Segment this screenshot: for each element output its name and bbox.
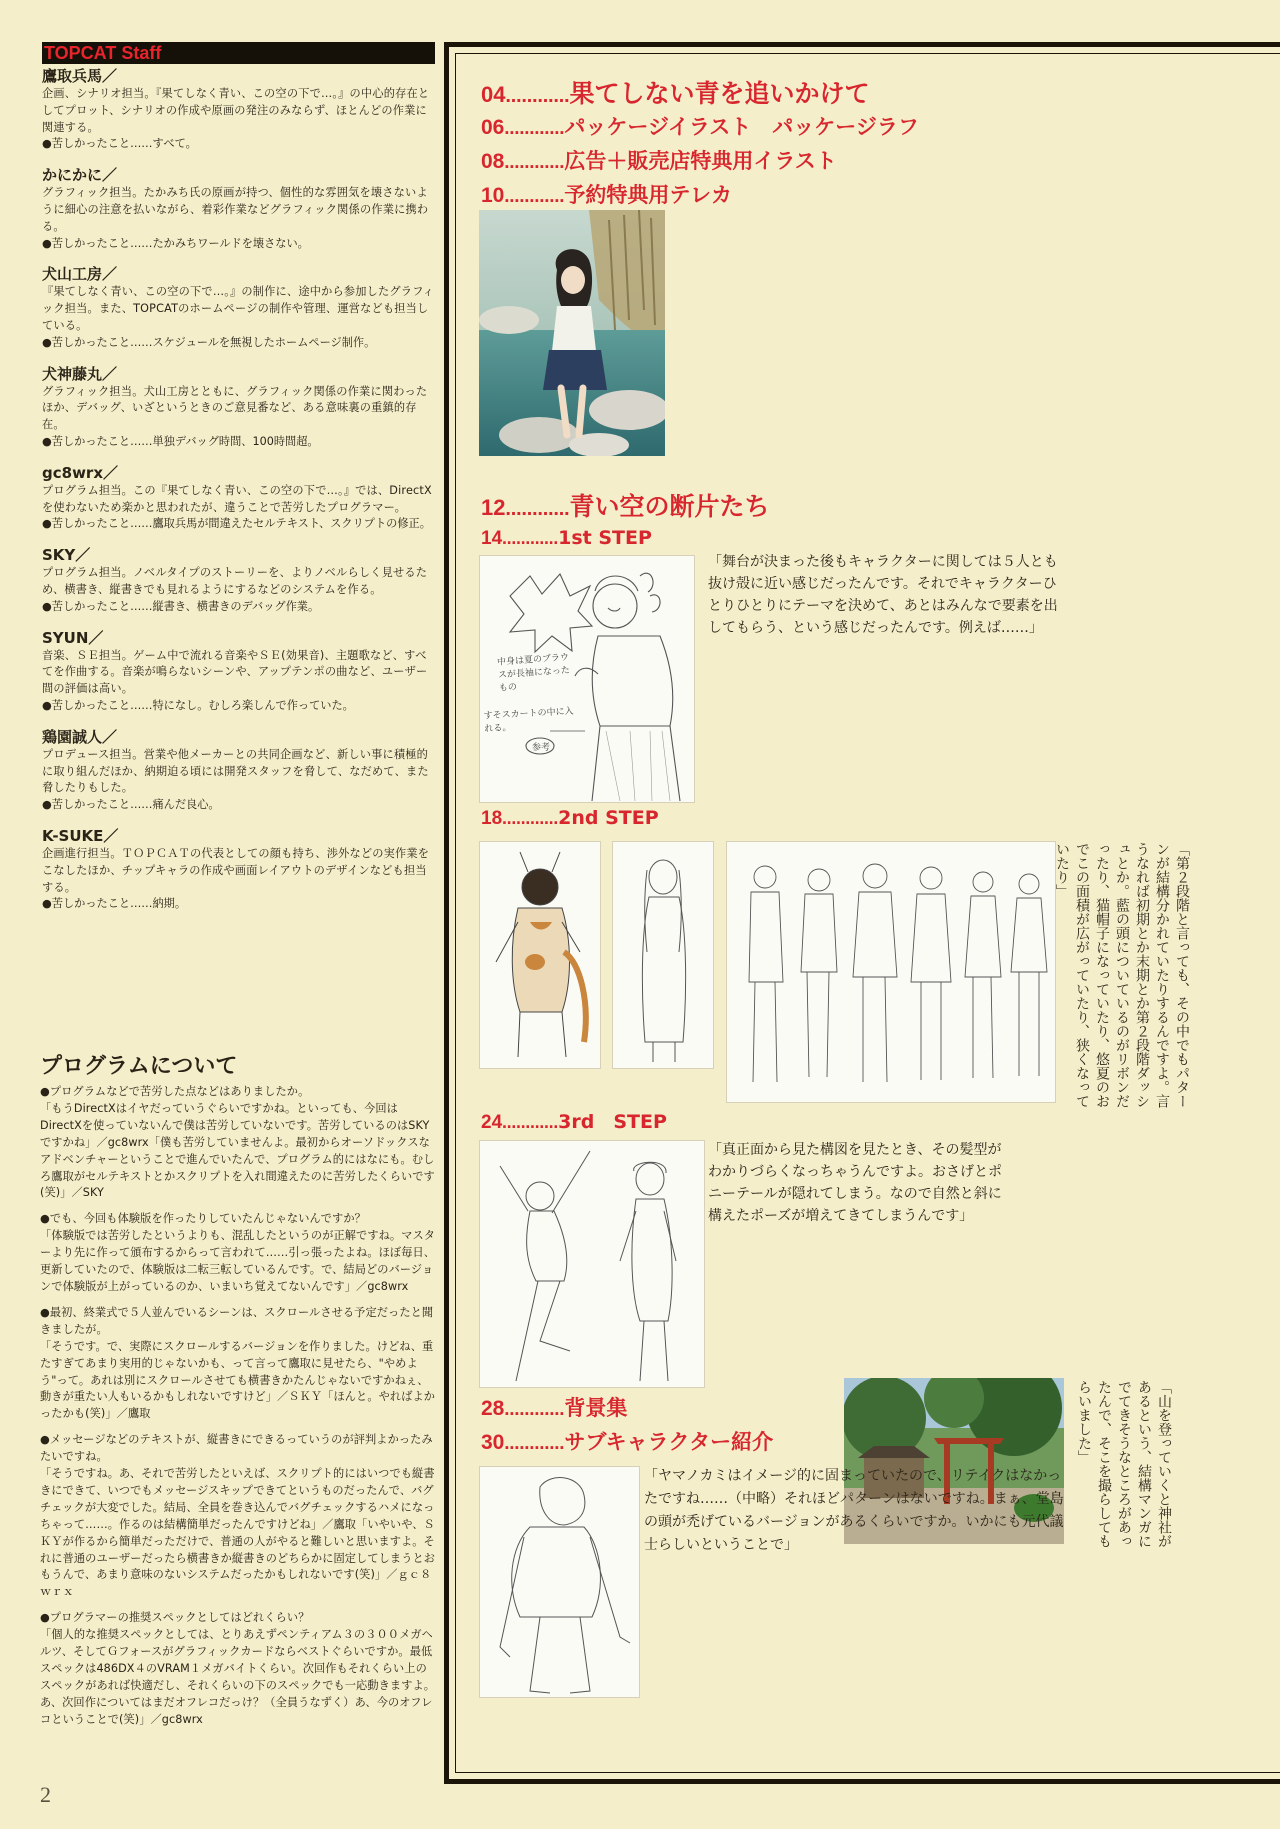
staff-name: SKY／ — [42, 546, 91, 565]
toc-dots: ………… — [505, 87, 570, 106]
staff-name: K-SUKE／ — [42, 826, 119, 845]
qa-answer: 「もうDirectXはイヤだっていうぐらいですかね。といっても、今回はDirectXを使っていないんで僕は苦労していないです。苦労しているのはSKYですかね」／gc8wrx「僕も苦労していませんよ。最初からオーソドックスなアドベンチャーということで進んでいたんで、プログラム的にはなにも。むしろ鷹取がセルテキストとかスクリプトを入れ間違えたのに苦労したくらいです(笑)」／SKY — [40, 1101, 435, 1200]
step1-quote: 「舞台が決まった後もキャラクターに関しては５人とも抜け殻に近い感じだったんです。それでキャラクターひとりひとりにテーマを決めて、あとはみんなで要素を出してもらう、という感じだったんです。例えば……」 — [708, 554, 1058, 636]
qa-block — [40, 1432, 436, 1601]
staff-name: 犬神藤丸／ — [42, 364, 118, 383]
staff-entry — [42, 727, 435, 814]
toc-dots: ………… — [504, 188, 565, 206]
qa-answer: 「体験版では苦労したというよりも、混乱したというのが正解ですね。マスターより先に作って頒布するからって言われて……引っ張ったよね。ほぼ毎日、更新していたので、体験版は二転三転しているんです。で、結局どのバージョンで体験版が上がっているのか、いまいち覚えてないんです」／gc8wrx — [40, 1229, 436, 1293]
staff-hardship: ●苦しかったこと……痛んだ良心。 — [42, 798, 220, 812]
toc-entry[interactable] — [481, 807, 659, 830]
staff-name: SYUN／ — [42, 628, 104, 647]
toc-page-number: 24 — [481, 1112, 503, 1133]
telecard-illustration — [479, 210, 665, 456]
toc-page-number: 18 — [481, 808, 503, 829]
toc-title: 広告＋販売店特典用イラスト — [564, 149, 837, 173]
toc-dots: ………… — [502, 812, 559, 828]
program-interview — [40, 1052, 436, 1738]
qa-block — [40, 1211, 436, 1296]
staff-name: かにかに／ — [42, 166, 118, 185]
toc-entry[interactable] — [481, 111, 919, 141]
toc-dots: ………… — [504, 1401, 565, 1419]
sketch-note: すそスカートの中に入れる。 — [483, 706, 574, 735]
toc-title: 予約特典用テレカ — [564, 183, 732, 207]
staff-list — [42, 66, 435, 922]
toc-entry[interactable] — [481, 179, 732, 209]
toc-dots: ………… — [504, 1435, 565, 1453]
qa-block — [40, 1084, 436, 1202]
toc-page-number: 04 — [481, 82, 506, 107]
step2-girl-sketch — [612, 841, 714, 1069]
qa-question: ●でも、今回も体験版を作ったりしていたんじゃないんですか？ — [40, 1212, 366, 1226]
step1-character-sketch — [479, 555, 695, 803]
staff-entry — [42, 364, 435, 451]
staff-hardship: ●苦しかったこと……特になし。むしろ楽しんで作っていた。 — [42, 698, 354, 712]
staff-hardship: ●苦しかったこと……納期。 — [42, 897, 187, 911]
staff-hardship: ●苦しかったこと……スケジュールを無視したホームページ制作。 — [42, 335, 376, 349]
background-quote: 「山を登っていくと神社があるという、結構マンガにでてきそうなところがあったんで、そこを撮らしてもらいました」 — [1076, 1380, 1172, 1548]
qa-question: ●プログラマーの推奨スペックとしてはどれくらい？ — [40, 1611, 310, 1625]
staff-entry — [42, 826, 435, 913]
staff-description: グラフィック担当。犬山工房とともに、グラフィック関係の作業に関わったほか、デバッグ、いざというときのご意見番など、ある意味裏の重鎮的存在。 — [42, 384, 428, 432]
staff-description: プログラム担当。ノベルタイプのストーリーを、よりノベルらしく見せるため、横書き、縦書きでも見れるようにするなどのシステムを作る。 — [42, 566, 428, 596]
staff-name: gc8wrx／ — [42, 463, 118, 482]
toc-title: サブキャラクター紹介 — [564, 1430, 774, 1454]
staff-name: 鷹取兵馬／ — [42, 67, 118, 85]
staff-entry — [42, 545, 435, 615]
toc-entry[interactable] — [481, 1107, 667, 1134]
staff-name: 鶏園誠人／ — [42, 727, 118, 746]
staff-entry — [42, 165, 435, 252]
staff-hardship: ●苦しかったこと……単独デバッグ時間、100時間超。 — [42, 434, 319, 448]
staff-hardship: ●苦しかったこと……たかみちワールドを壊さない。 — [42, 236, 309, 250]
qa-block — [40, 1610, 436, 1728]
step3-pose-sketch — [479, 1140, 705, 1388]
step2-cat-costume-sketch — [479, 841, 601, 1069]
toc-title: 青い空の断片たち — [569, 492, 770, 521]
toc-entry[interactable] — [481, 1392, 627, 1422]
toc-dots: ………… — [504, 120, 565, 138]
toc-entry[interactable] — [481, 527, 652, 550]
staff-description: 音楽、ＳＥ担当。ゲーム中で流れる音楽やＳＥ(効果音)、主題歌など、すべてを作曲する。音楽が鳴らないシーンや、アップテンポの曲など、ユーザー間の評価は高い。 — [42, 648, 428, 696]
toc-entry[interactable] — [481, 1426, 773, 1456]
staff-header: TOPCAT Staff — [42, 42, 435, 64]
staff-description: プログラム担当。この『果てしなく青い、この空の下で…。』では、DirectXを使わないため楽かと思われたが、違うことで苦労したプログラマー。 — [42, 483, 432, 514]
qa-question: ●メッセージなどのテキストが、縦書きにできるっていうのが評判よかったみたいですね。 — [40, 1433, 433, 1464]
toc-page-number: 30 — [481, 1431, 505, 1454]
toc-page-number: 12 — [481, 495, 506, 520]
subcharacter-sketch — [479, 1466, 640, 1698]
staff-entry — [42, 463, 435, 533]
step2-lineup-sketch — [726, 841, 1056, 1103]
staff-entry — [42, 66, 435, 153]
sketch-note: 中身は夏のブラウスが長袖になったもの — [496, 652, 571, 694]
step2-quote: 「第２段階と言っても、その中でもパターンが結構分かれていたりするんですよ。言うなれば初期とか末期とか第２段階ダッシュとか。藍の頭についているのがリボンだったり、猫帽子になっていたり、悠夏のおでこの面積が広がっていたり、狭くなっていたり」 — [1054, 842, 1190, 1108]
qa-question: ●最初、終業式で５人並んでいるシーンは、スクロールさせる予定だったと聞きましたが。 — [40, 1305, 434, 1336]
staff-hardship: ●苦しかったこと……縦書き、横書きのデバッグ作業。 — [42, 599, 320, 613]
qa-answer: 「そうですね。あ、それで苦労したといえば、スクリプト的にはいつでも縦書きにできて、いつでもメッセージスキップできてというものだったんで、バグチェックが大変でした。結局、全員を巻き込んでバグチェックするハメになっちゃって……。作るのは結構簡単だったんですけどね」／鷹取「いやいや、ＳＫＹが作るから簡単だっただけで、普通の人がやると難しいと思いますよ。それに普通のユーザーだったら横書きか縦書きのどちらかに固定してしまうとおもうんで、あまり意味のないシステムだったかもしれないです(笑)」／ｇｃ８ｗｒｘ — [40, 1467, 436, 1599]
staff-description: 企画、シナリオ担当。『果てしなく青い、この空の下で…。』の中心的存在としてプロット、シナリオの作成や原画の発注のみならず、ほとんどの作業に関連する。 — [42, 87, 430, 134]
toc-entry[interactable] — [481, 487, 770, 523]
qa-answer: 「そうです。で、実際にスクロールするバージョンを作りました。けどね、重たすぎてあまり実用的じゃないかも、って言って鷹取に見せたら、"やめよう"って。あれは別にスクロールさせても横書きかたんじゃないですかねぇ、動きが重たい人もいるかもしれないですけど」／ＳＫＹ「ほんと。やればよかったかも(笑)」／鷹取 — [40, 1339, 436, 1421]
toc-page-number: 14 — [481, 528, 503, 549]
toc-entry[interactable] — [481, 74, 870, 110]
toc-dots: ………… — [502, 532, 559, 548]
staff-entry — [42, 628, 435, 715]
toc-entry[interactable] — [481, 145, 837, 175]
toc-dots: ………… — [504, 154, 565, 172]
toc-title: パッケージイラスト パッケージラフ — [564, 115, 919, 139]
staff-description: 『果てしなく青い、この空の下で…。』の制作に、途中から参加したグラフィック担当。また、TOPCATのホームページの制作や管理、運営なども担当している。 — [42, 285, 435, 332]
toc-page-number: 06 — [481, 116, 505, 139]
program-section-title: プログラムについて — [40, 1054, 238, 1079]
staff-hardship: ●苦しかったこと……すべて。 — [42, 137, 197, 151]
toc-page-number: 10 — [481, 184, 505, 207]
staff-description: グラフィック担当。たかみち氏の原画が持つ、個性的な雰囲気を壊さないように細心の注意を払いながら、着彩作業などグラフィック関係の作業に携わる。 — [42, 186, 429, 233]
toc-title: 背景集 — [564, 1396, 628, 1420]
qa-answer: 「個人的な推奨スペックとしては、とりあえずペンティアム３の３００メガヘルツ、そしてＧフォースがグラフィックカードならベストぐらいですか。最低スペックは486DX４のVRAM１メガバイトくらい。次回作もそれくらい上のスペックがあれば快適だし、それくらいの下のスペックでも一応動きますよ。あ、次回作についてはまだオフレコだっけ？（全員うなずく）あ、今のオフレコということで(笑)」／gc8wrx — [40, 1628, 436, 1726]
staff-hardship: ●苦しかったこと……鷹取兵馬が間違えたセルテキスト、スクリプトの修正。 — [42, 517, 431, 531]
staff-description: 企画進行担当。ＴＯＰＣＡＴの代表としての顔も持ち、渉外などの実作業をこなしたほか、チップキャラの作成や画面レイアウトのデザインなども担当する。 — [42, 846, 430, 894]
qa-question: ●プログラムなどで苦労した点などはありましたか。 — [40, 1085, 310, 1098]
toc-dots: ………… — [502, 1116, 559, 1132]
subcharacter-quote: 「ヤマノカミはイメージ的に固まっていたので、リテイクはなかったですね……（中略）それほどパターンはないですね。まぁ、堂島の頭が禿げているバージョンがあるくらいですか。いかにも元代議士らしいということで」 — [644, 1468, 1064, 1553]
toc-title: 3rd STEP — [558, 1111, 667, 1133]
staff-name: 犬山工房／ — [42, 265, 118, 284]
sketch-note: 参考 — [532, 743, 551, 753]
toc-title: 1st STEP — [558, 527, 652, 549]
step3-quote: 「真正面から見た構図を見たとき、その髪型がわかりづらくなっちゃうんですよ。おさげとポニーテールが隠れてしまう。なので自然と斜に構えたポーズが増えてきてしまうんです」 — [708, 1142, 1002, 1224]
toc-page-number: 28 — [481, 1397, 505, 1420]
staff-entry — [42, 264, 435, 351]
toc-dots: ………… — [505, 500, 570, 519]
toc-title: 果てしない青を追いかけて — [569, 79, 870, 108]
staff-description: プロデュース担当。営業や他メーカーとの共同企画など、新しい事に積極的に取り組んだほか、納期迫る頃には開発スタッフを脅して、なだめて、また脅したりもした。 — [42, 747, 429, 795]
toc-page-number: 08 — [481, 150, 505, 173]
page-number: 2 — [40, 1782, 51, 1807]
qa-block — [40, 1305, 436, 1423]
toc-title: 2nd STEP — [558, 807, 659, 829]
